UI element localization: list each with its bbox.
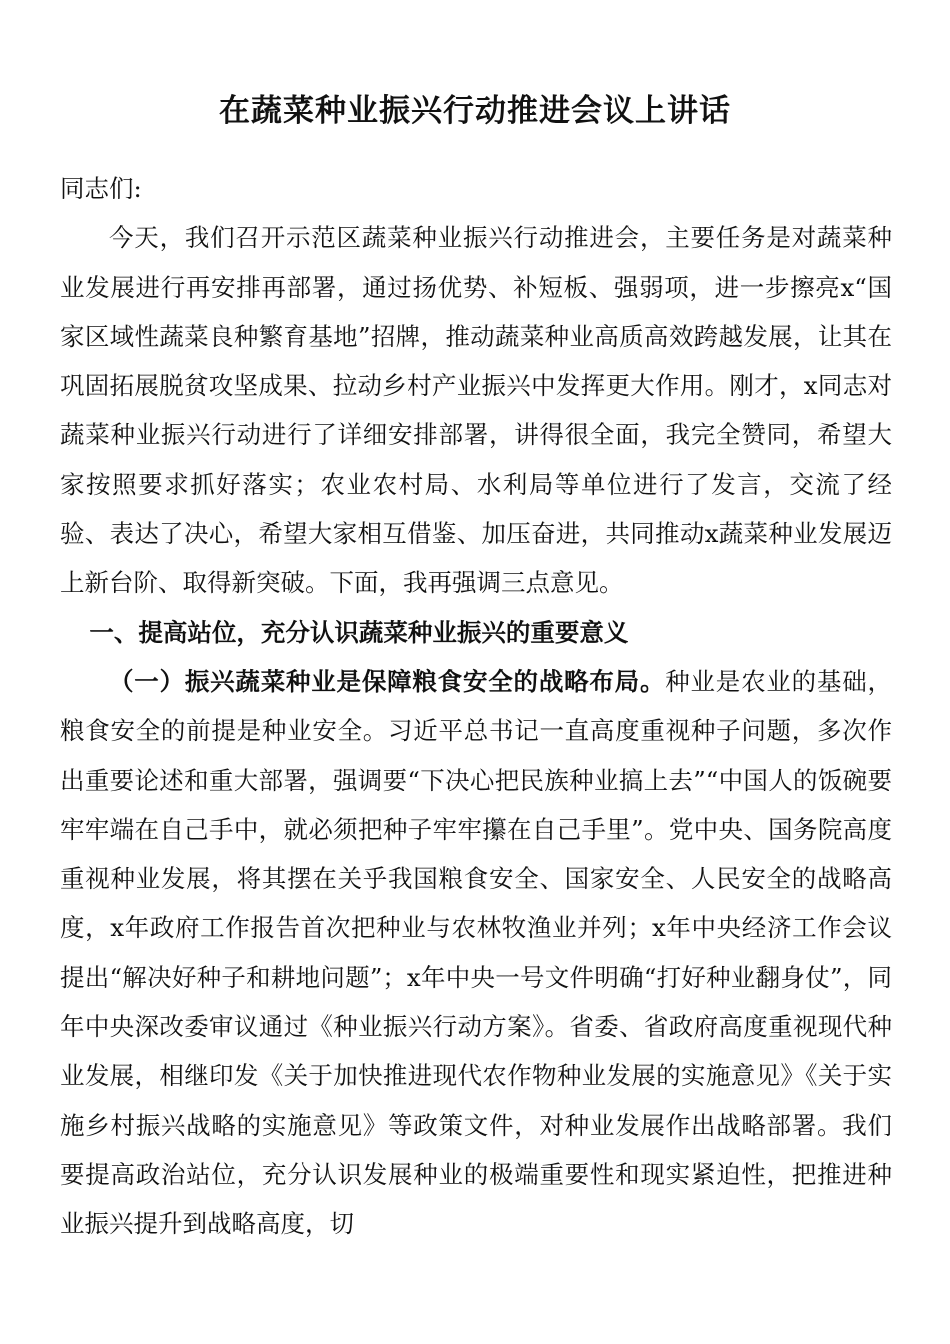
- paragraph-intro: 今天，我们召开示范区蔬菜种业振兴行动推进会，主要任务是对蔬菜种业发展进行再安排再部署，通过扬优势、补短板、强弱项，进一步擦亮x“国家区域性蔬菜良种繁育基地”招牌，推动蔬菜种业高质高效跨越发展，让其在巩固拓展脱贫攻坚成果、拉动乡村产业振兴中发挥更大作用。刚才，x同志对蔬菜种业振兴行动进行了详细安排部署，讲得很全面，我完全赞同，希望大家按照要求抓好落实；农业农村局、水利局等单位进行了发言，交流了经验、表达了决心，希望大家相互借鉴、加压奋进，共同推动x蔬菜种业发展迈上新台阶、取得新突破。下面，我再强调三点意见。: [60, 223, 892, 598]
- salutation: 同志们:: [60, 174, 142, 203]
- paragraph-subsection-1: [60, 657, 892, 1249]
- document-body: [60, 164, 892, 1249]
- subsection-text-1: 种业是农业的基础，粮食安全的前提是种业安全。习近平总书记一直高度重视种子问题，多次作出重要论述和重大部署，强调要“下决心把民族种业搞上去”“中国人的饭碗要牢牢端在自己手中，就必须把种子牢牢攥在自己手里”。党中央、国务院高度重视种业发展，将其摆在关乎我国粮食安全、国家安全、人民安全的战略高度，x年政府工作报告首次把种业与农林牧渔业并列；x年中央经济工作会议提出“解决好种子和耕地问题”；x年中央一号文件明确“打好种业翻身仗”，同年中央深改委审议通过《种业振兴行动方案》。省委、省政府高度重视现代种业发展，相继印发《关于加快推进现代农作物种业发展的实施意见》《关于实施乡村振兴战略的实施意见》等政策文件，对种业发展作出战略部署。我们要提高政治站位，充分认识发展种业的极端重要性和现实紧迫性，把推进种业振兴提升到战略高度，切: [60, 666, 893, 1239]
- section-heading-1: 一、提高站位，充分认识蔬菜种业振兴的重要意义: [89, 617, 629, 647]
- document-title: 在蔬菜种业振兴行动推进会议上讲话: [219, 93, 731, 129]
- subsection-lead-1: （一）振兴蔬菜种业是保障粮食安全的战略布局。: [109, 666, 666, 696]
